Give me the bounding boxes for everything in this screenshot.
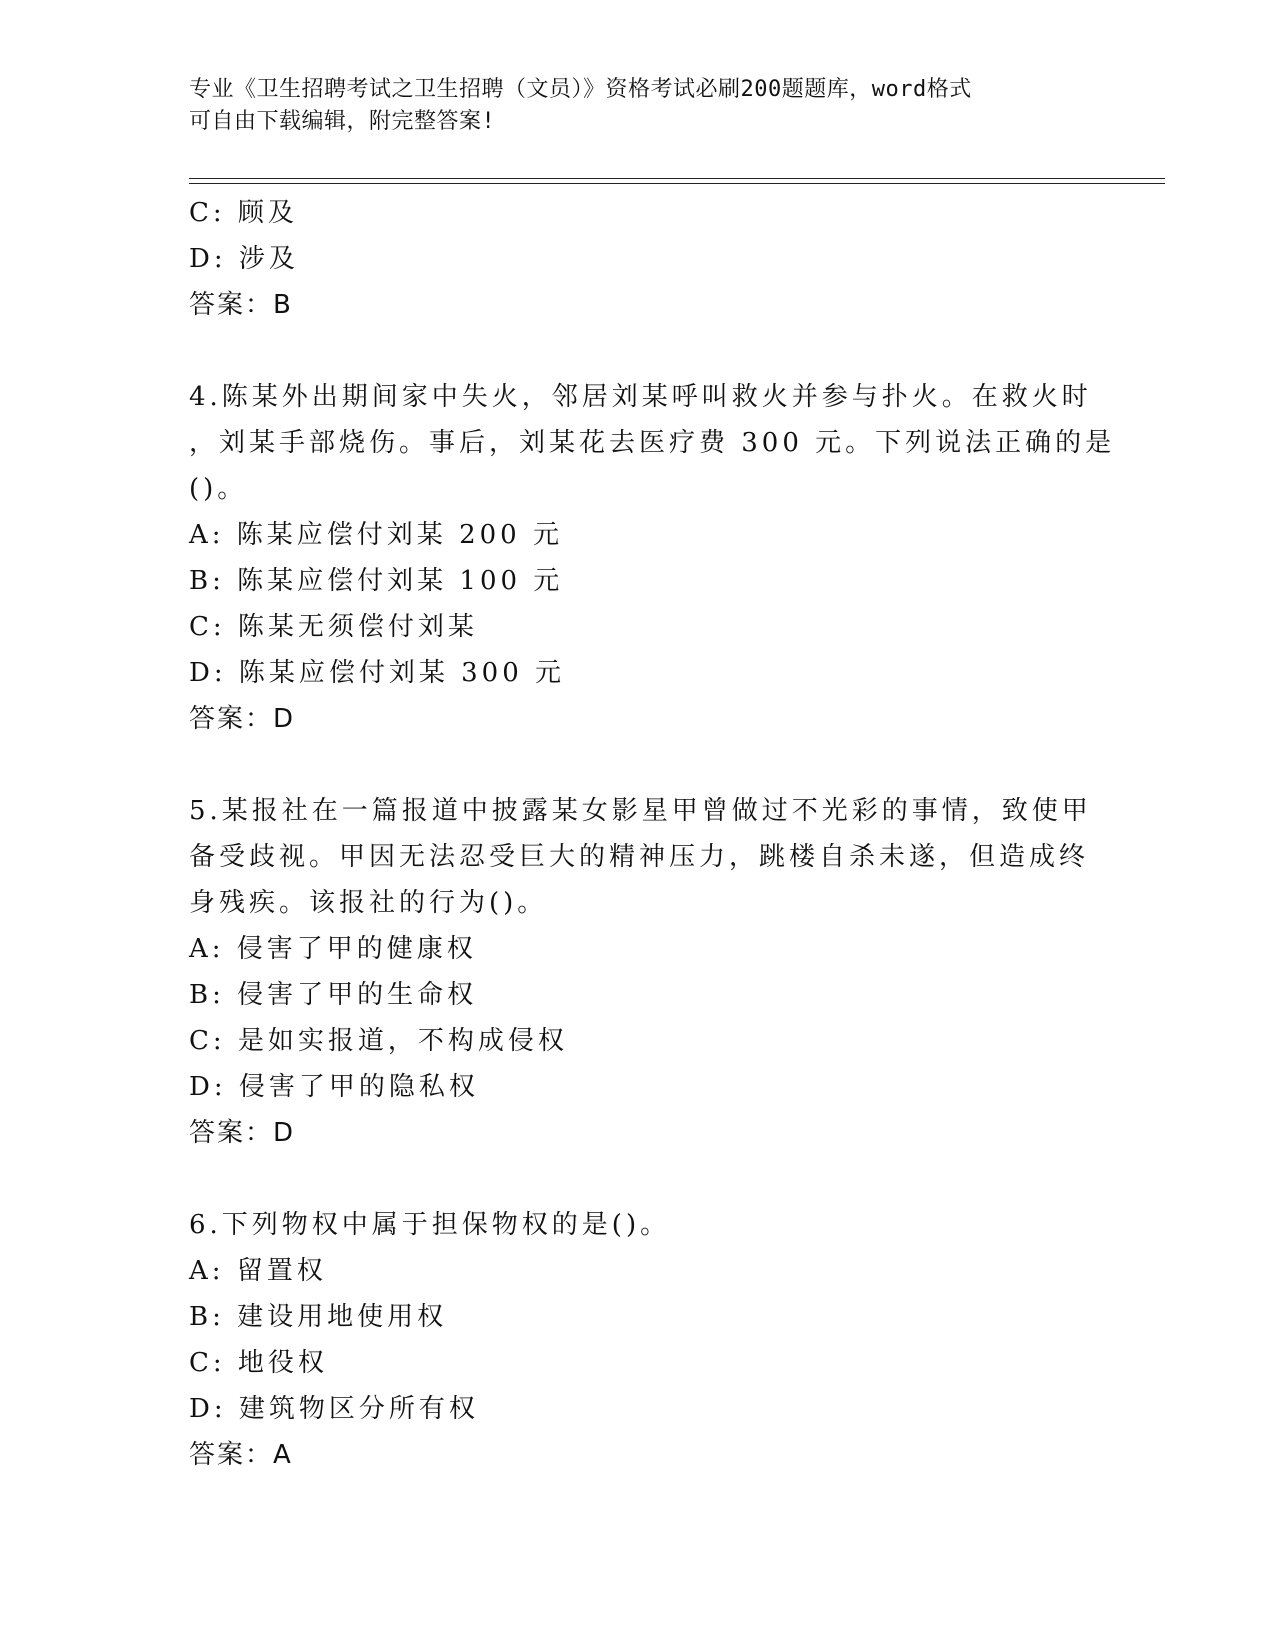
header-title-line-2: 可自由下载编辑，附完整答案!: [189, 109, 496, 134]
question-5-option-d: D: 侵害了甲的隐私权: [189, 1072, 479, 1102]
question-6: [189, 1202, 1089, 1478]
question-5-stem-line-1: 5.某报社在一篇报道中披露某女影星甲曾做过不光彩的事情，致使甲: [189, 796, 1092, 826]
question-6-option-a: A: 留置权: [189, 1256, 327, 1286]
question-6-option-b: B: 建设用地使用权: [189, 1302, 448, 1332]
question-4-option-b: B: 陈某应偿付刘某 100 元: [189, 566, 564, 596]
question-4-stem-line-1: 4.陈某外出期间家中失火，邻居刘某呼叫救火并参与扑火。在救火时: [189, 382, 1092, 412]
question-3: [189, 190, 1089, 328]
header-divider-bottom: [189, 183, 1165, 184]
question-6-option-c: C: 地役权: [189, 1348, 328, 1378]
question-4-stem-line-2: ，刘某手部烧伤。事后，刘某花去医疗费 300 元。下列说法正确的是: [189, 428, 1116, 458]
header-title-line-1: 专业《卫生招聘考试之卫生招聘（文员）》资格考试必刷200题题库，word格式: [189, 77, 972, 102]
question-3-option-d: D: 涉及: [189, 244, 299, 274]
question-4-option-a: A: 陈某应偿付刘某 200 元: [189, 520, 563, 550]
question-4-stem-line-3: ()。: [189, 474, 248, 504]
spacer: [189, 1156, 1089, 1202]
question-6-option-d: D: 建筑物区分所有权: [189, 1394, 479, 1424]
question-4-option-d: D: 陈某应偿付刘某 300 元: [189, 658, 566, 688]
question-4: [189, 374, 1116, 742]
question-5-answer: 答案：D: [189, 1118, 296, 1148]
page-header: [189, 74, 1089, 138]
question-5-stem-line-2: 备受歧视。甲因无法忍受巨大的精神压力，跳楼自杀未遂，但造成终: [189, 842, 1090, 872]
header-divider-top: [189, 178, 1165, 179]
question-5-stem-line-3: 身残疾。该报社的行为()。: [189, 888, 548, 918]
question-6-stem-line-1: 6.下列物权中属于担保物权的是()。: [189, 1210, 671, 1240]
question-5-option-b: B: 侵害了甲的生命权: [189, 980, 478, 1010]
question-5-option-c: C: 是如实报道，不构成侵权: [189, 1026, 568, 1056]
question-3-answer: 答案：B: [189, 290, 293, 320]
question-4-option-c: C: 陈某无须偿付刘某: [189, 612, 478, 642]
question-3-option-c: C: 顾及: [189, 198, 298, 228]
question-6-answer: 答案：A: [189, 1440, 293, 1470]
spacer: [189, 328, 1089, 374]
spacer: [189, 742, 1089, 788]
question-5: [189, 788, 1092, 1156]
question-list: [189, 190, 1116, 1478]
question-5-option-a: A: 侵害了甲的健康权: [189, 934, 477, 964]
question-4-answer: 答案：D: [189, 704, 296, 734]
